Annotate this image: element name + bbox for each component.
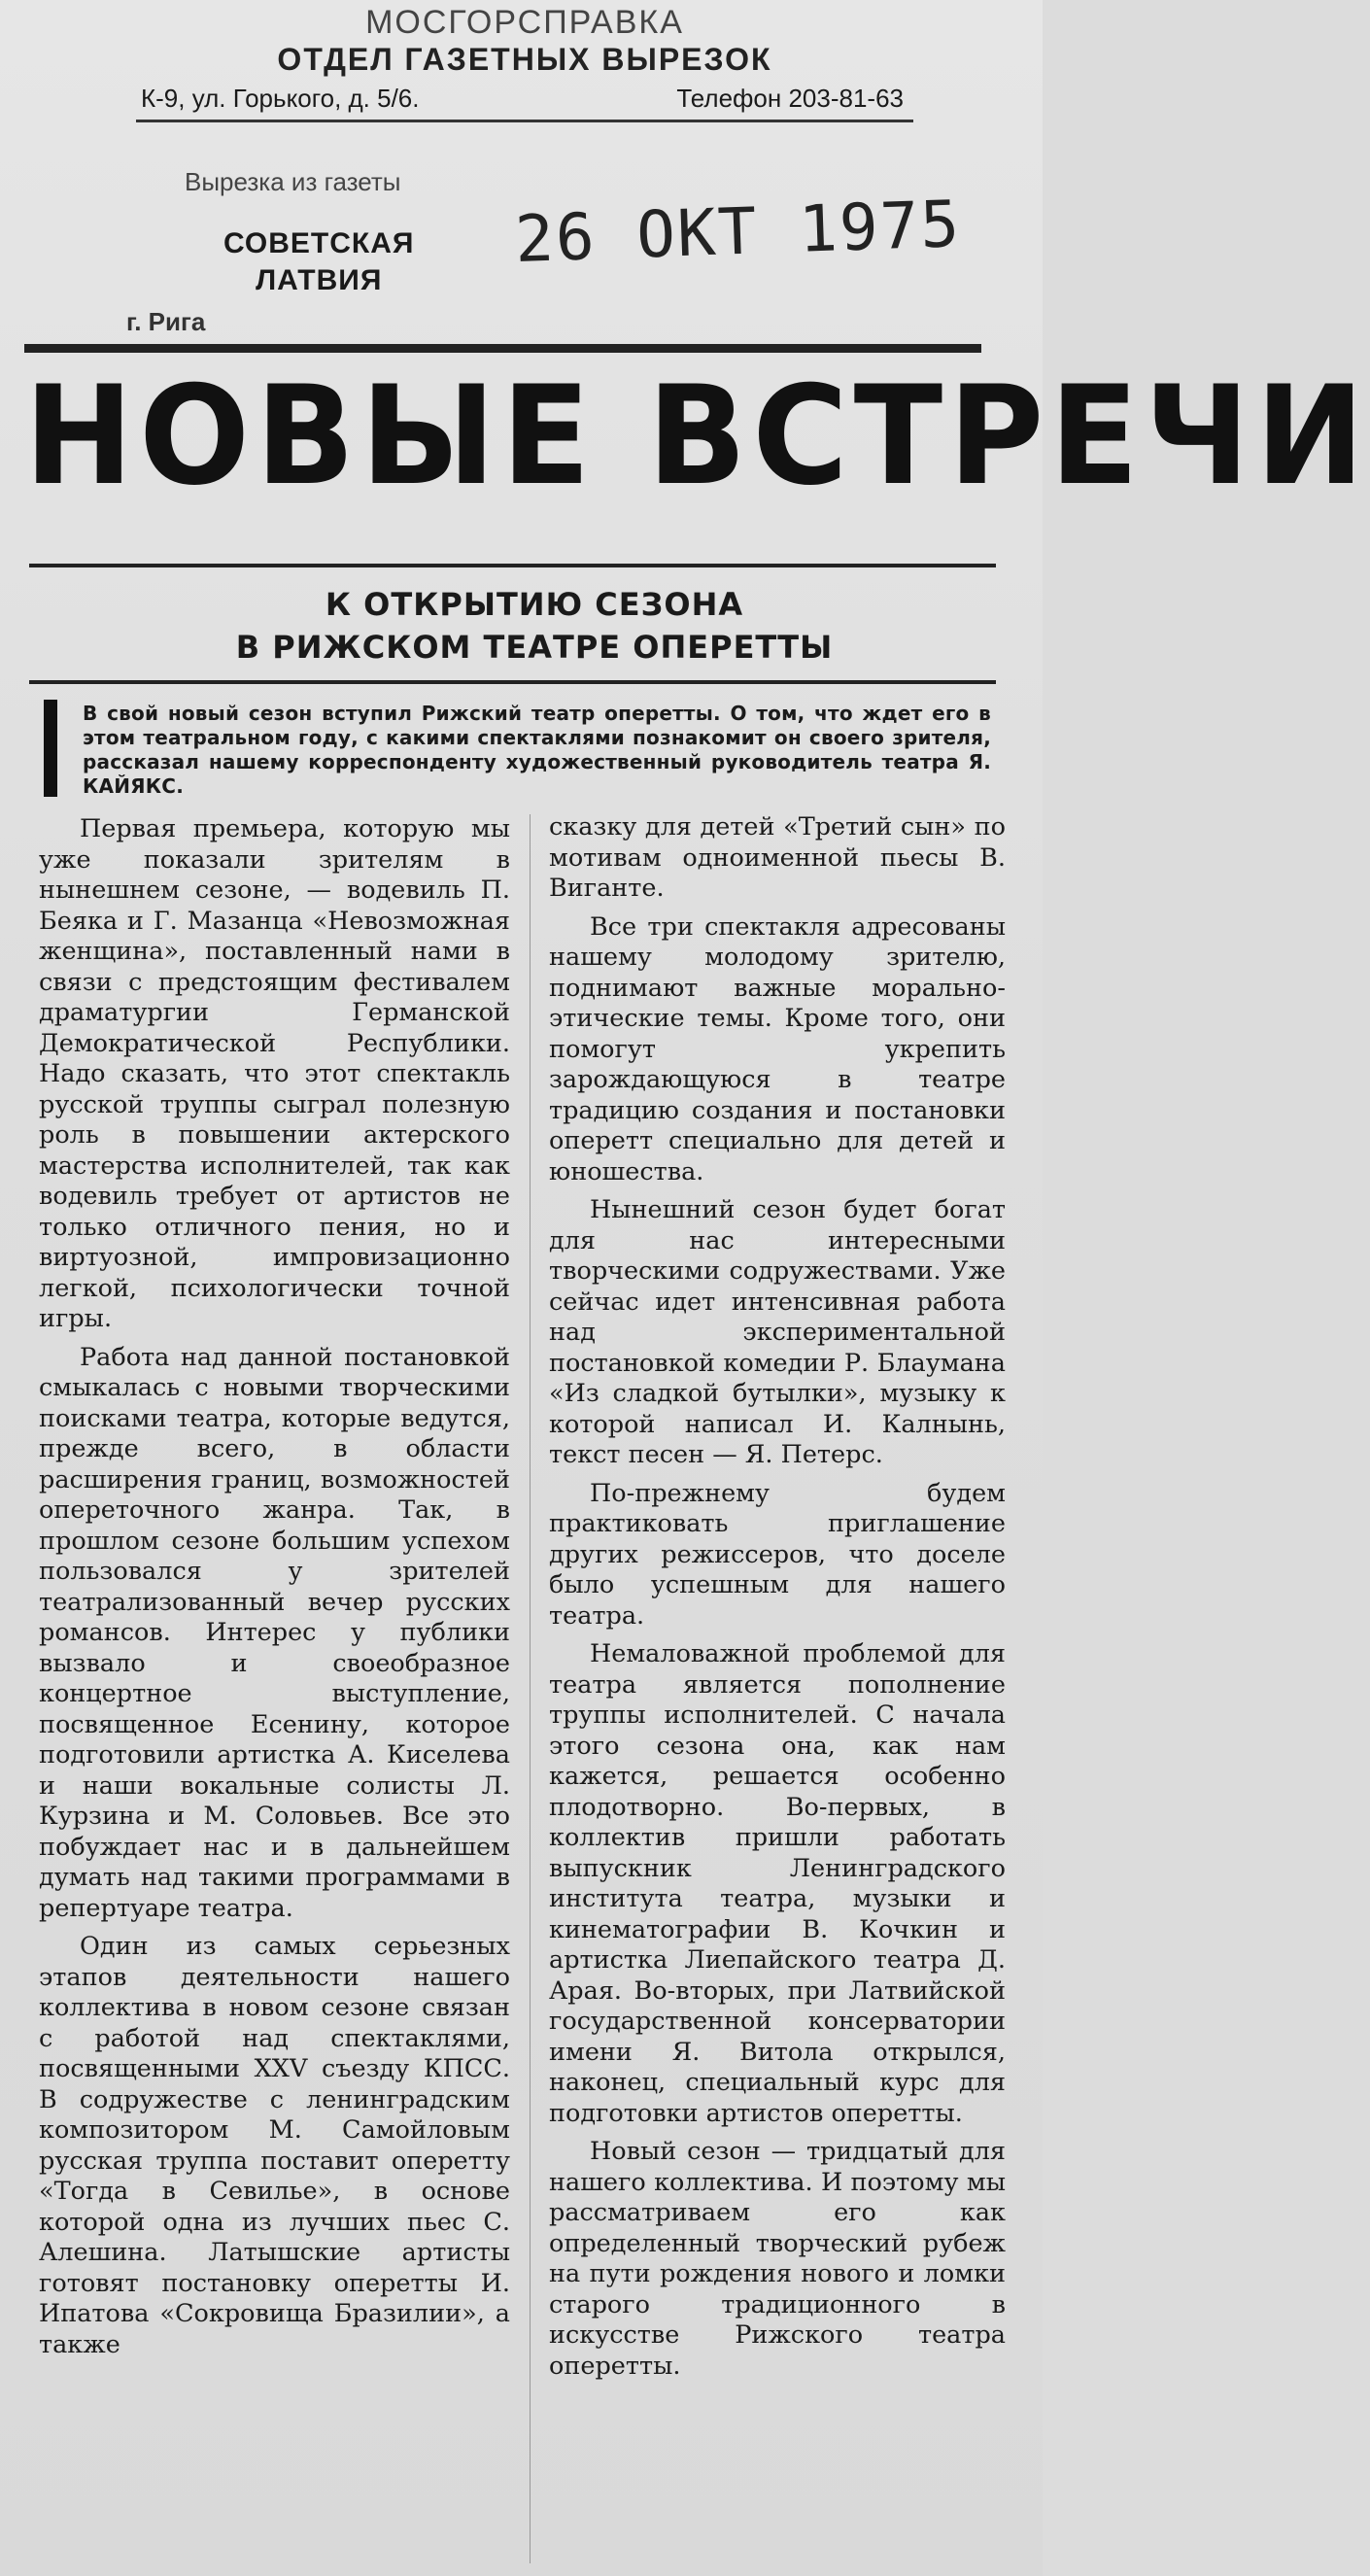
clipping-label: Вырезка из газеты bbox=[185, 167, 401, 196]
paragraph: Работа над данной постановкой смыкалась с новыми творческими поисками театра, которые ведутся, прежде всего, в области расширения границ, возможностей опереточного жанра. Так, в прошлом сезоне большим успехом пользовался у зрителей театрализованный вечер русских романсов. Интерес у публики вызвало и своеобразное концертное выступление, посвященное Есенину, которое подготовили артистка А. Киселева и наши вокальные солисты Л. Курзина и М. Соловьев. Все это побуждает нас и в дальнейшем думать над такими программами в репертуаре театра. bbox=[39, 1342, 510, 1923]
newspaper-name bbox=[223, 225, 414, 299]
article-subhead bbox=[194, 583, 874, 669]
stamp-dept: ОТДЕЛ ГАЗЕТНЫХ ВЫРЕЗОК bbox=[277, 42, 772, 77]
agency-stamp bbox=[136, 0, 913, 122]
subhead-line1: К ОТКРЫТИЮ СЕЗОНА bbox=[325, 586, 744, 623]
article-lead: В свой новый сезон вступил Рижский театр оперетты. О том, что ждет его в этом театральном году, с какими спектаклями познакомит он своего зрителя, рассказал нашему корреспонденту художественный руководитель театра Я. КАЙЯКС. bbox=[83, 702, 991, 798]
headline-rule bbox=[29, 564, 996, 567]
top-rule bbox=[24, 344, 981, 353]
paragraph: Первая премьера, которую мы уже показали зрителям в нынешнем сезоне, — водевиль П. Беяка и Г. Мазанца «Невозможная женщина», поставленный нами в связи с предстоящим фестивалем драматургии Германской Демократической Республики. Надо сказать, что этот спектакль русской труппы сыграл полезную роль в повышении актерского мастерства исполнителей, так как водевиль требует от артистов не только отличного пения, но и виртуозной, импровизационно легкой, психологически точной игры. bbox=[39, 814, 510, 1333]
clipping-city: г. Рига bbox=[126, 307, 206, 336]
article-headline: НОВЫЕ ВСТРЕЧИ bbox=[24, 356, 1370, 516]
left-column bbox=[39, 814, 510, 2368]
paragraph: сказку для детей «Третий сын» по мотивам одноименной пьесы В. Виганте. bbox=[549, 812, 1006, 903]
newspaper-name-line1: СОВЕТСКАЯ bbox=[223, 227, 415, 259]
paragraph: Все три спектакля адресованы нашему молодому зрителю, поднимают важные морально-этические темы. Кроме того, они помогут укрепить зарождающуюся в театре традицию создания и постановки оперетт специально для детей и юношества. bbox=[549, 911, 1006, 1186]
paragraph: Нынешний сезон будет богат для нас интересными творческими содружествами. Уже сейчас идет интенсивная работа над экспериментальной постановкой комедии Р. Блаумана «Из сладкой бутылки», музыку к которой написал И. Калнынь, текст песен — Я. Петерс. bbox=[549, 1195, 1006, 1469]
right-column bbox=[549, 812, 1006, 2389]
subhead-rule bbox=[29, 680, 996, 684]
stamp-address-line bbox=[136, 84, 913, 122]
handwritten-date: 26 ОКТ 1975 bbox=[513, 187, 963, 277]
paragraph: Новый сезон — тридцатый для нашего коллектива. И поэтому мы рассматриваем его как определенный творческий рубеж на пути рождения нового и ломки старого традиционного в искусстве Рижского театра оперетты. bbox=[549, 2137, 1006, 2381]
column-divider bbox=[530, 814, 531, 2563]
stamp-org: МОСГОРСПРАВКА bbox=[365, 4, 684, 41]
stamp-address: К-9, ул. Горького, д. 5/6. bbox=[141, 84, 420, 113]
lead-bar-marker bbox=[44, 700, 57, 797]
stamp-phone: Телефон 203-81-63 bbox=[676, 84, 904, 113]
paragraph: По-прежнему будем практиковать приглашение других режиссеров, что доселе было успешным для нашего театра. bbox=[549, 1478, 1006, 1631]
paragraph: Один из самых серьезных этапов деятельности нашего коллектива в новом сезоне связан с работой над спектаклями, посвященными XXV съезду КПСС. В содружестве с ленинградским композитором М. Самойловым русская труппа поставит оперетту «Тогда в Севилье», в основе которой одна из лучших пьес С. Алешина. Латышские артисты готовят постановку оперетты И. Ипатова «Сокровища Бразилии», а также bbox=[39, 1932, 510, 2359]
newspaper-name-line2: ЛАТВИЯ bbox=[256, 264, 383, 296]
paragraph: Немаловажной проблемой для театра является пополнение труппы исполнителей. С начала этого сезона она, как нам кажется, решается особенно плодотворно. Во-первых, в коллектив пришли работать выпускник Ленинградского института театра, музыки и кинематографии В. Кочкин и артистка Лиепайского театра Д. Арая. Во-вторых, при Латвийской государственной консерватории имени Я. Витола открылся, наконец, специальный курс для подготовки артистов оперетты. bbox=[549, 1639, 1006, 2128]
subhead-line2: В РИЖСКОМ ТЕАТРЕ ОПЕРЕТТЫ bbox=[235, 629, 834, 666]
